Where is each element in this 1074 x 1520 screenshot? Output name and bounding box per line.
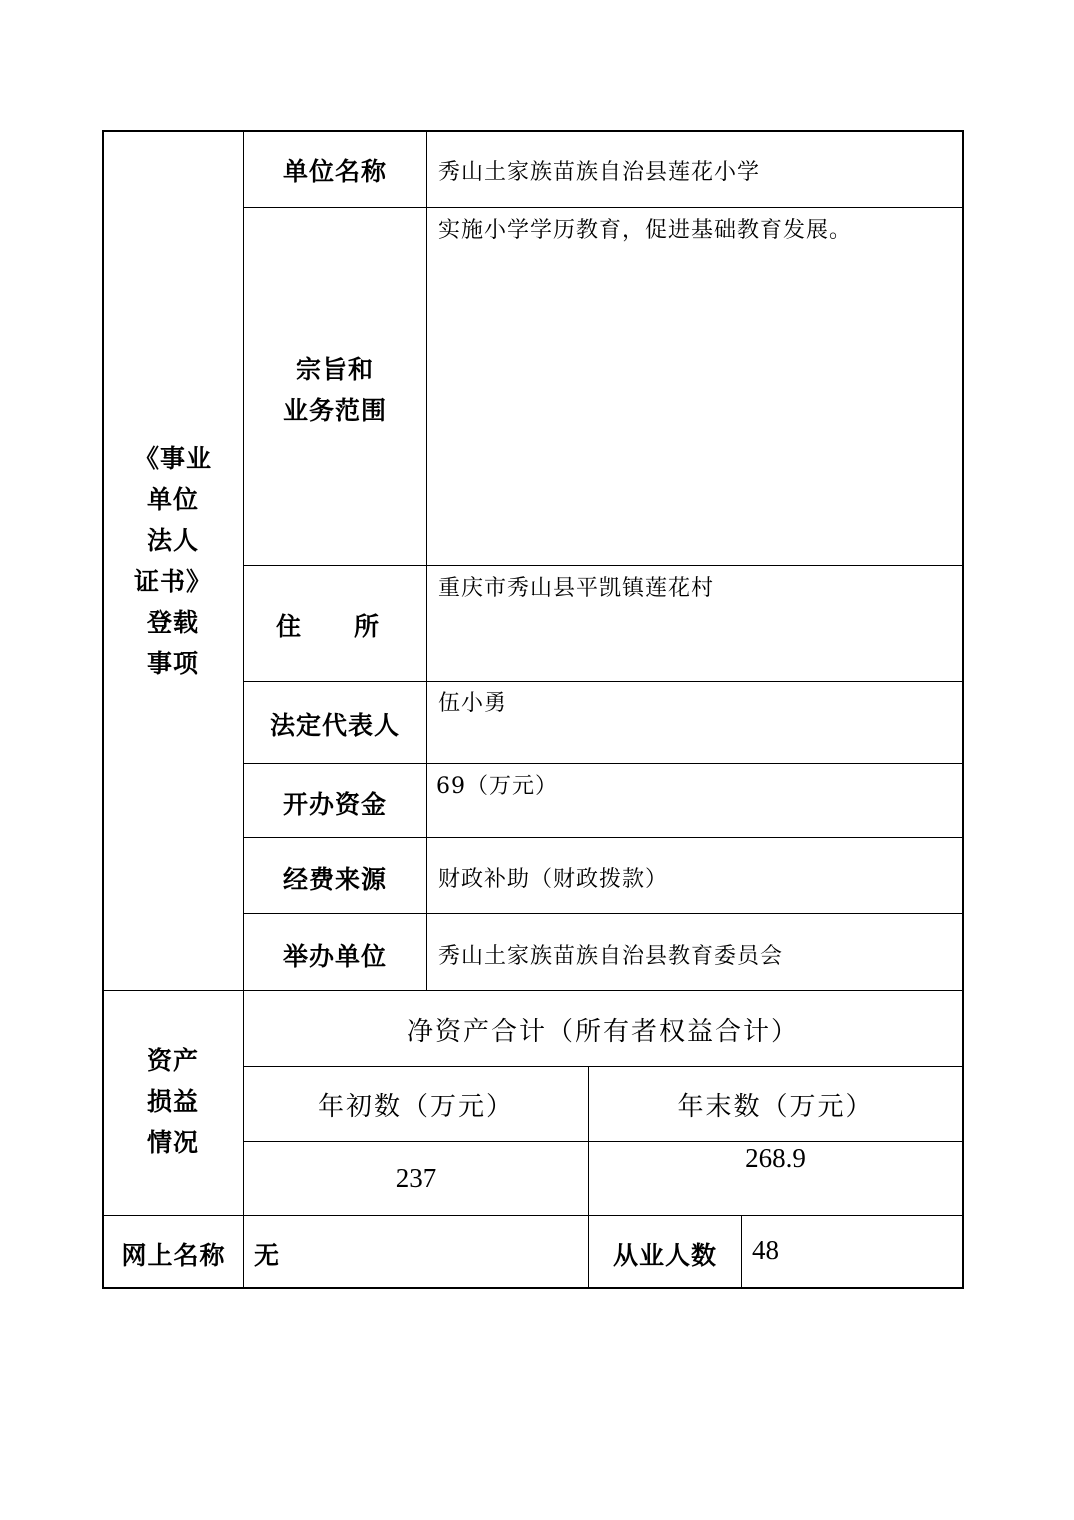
registration-label-line: 单位 — [146, 485, 199, 514]
organizer-value: 秀山土家族苗族自治县教育委员会 — [438, 944, 784, 969]
registration-label-line: 法人 — [146, 526, 199, 555]
registration-label-line: 《事业 — [133, 444, 212, 473]
year-end-value: 268.9 — [745, 1143, 806, 1173]
table-border-right — [962, 130, 964, 1289]
divider-footer — [103, 1215, 963, 1216]
funding-source-value: 财政补助（财政拨款） — [438, 867, 669, 892]
employees-value: 48 — [752, 1235, 779, 1265]
online-name-label: 网上名称 — [121, 1241, 226, 1270]
registration-section-label — [104, 438, 242, 684]
divider-assets-labels — [243, 1141, 963, 1142]
table-border-bottom — [102, 1287, 964, 1289]
organizer-label: 举办单位 — [282, 942, 387, 971]
net-assets-header: 净资产合计（所有者权益合计） — [406, 1017, 799, 1047]
year-end-label: 年末数（万元） — [677, 1092, 874, 1122]
divider-section — [103, 990, 963, 991]
divider-row-2 — [243, 565, 963, 566]
divider-row-6 — [243, 913, 963, 914]
address-value: 重庆市秀山县平凯镇莲花村 — [438, 576, 715, 601]
assets-label-line: 资产 — [146, 1046, 199, 1075]
registration-label-line: 登载 — [146, 608, 199, 637]
divider-employees — [741, 1215, 742, 1288]
divider-assets-header — [243, 1066, 963, 1067]
unit-name-value: 秀山土家族苗族自治县莲花小学 — [438, 160, 761, 185]
funds-value: 69（万元） — [436, 774, 558, 799]
registration-label-line: 事项 — [146, 649, 199, 678]
address-label: 住 所 — [276, 612, 381, 641]
legal-rep-value: 伍小勇 — [438, 691, 508, 716]
divider-row-3 — [243, 681, 963, 682]
funding-source-label: 经费来源 — [282, 865, 387, 894]
legal-rep-label: 法定代表人 — [269, 711, 400, 740]
funds-label: 开办资金 — [282, 790, 387, 819]
year-begin-value: 237 — [395, 1163, 437, 1193]
table-border-top — [102, 130, 964, 132]
assets-section-label — [104, 1040, 242, 1163]
assets-label-line: 损益 — [146, 1087, 199, 1116]
purpose-label-line2: 业务范围 — [282, 396, 387, 425]
assets-label-line: 情况 — [146, 1128, 199, 1157]
divider-row-4 — [243, 763, 963, 764]
divider-row-5 — [243, 837, 963, 838]
year-begin-label: 年初数（万元） — [317, 1092, 514, 1122]
employees-label: 从业人数 — [612, 1241, 717, 1270]
purpose-value: 实施小学学历教育，促进基础教育发展。 — [438, 218, 853, 243]
registration-label-line: 证书》 — [133, 567, 212, 596]
divider-label-value — [426, 131, 427, 991]
purpose-label-line1: 宗旨和 — [295, 355, 374, 384]
divider-row-1 — [243, 207, 963, 208]
online-name-value: 无 — [254, 1241, 281, 1270]
unit-name-label: 单位名称 — [282, 157, 387, 186]
